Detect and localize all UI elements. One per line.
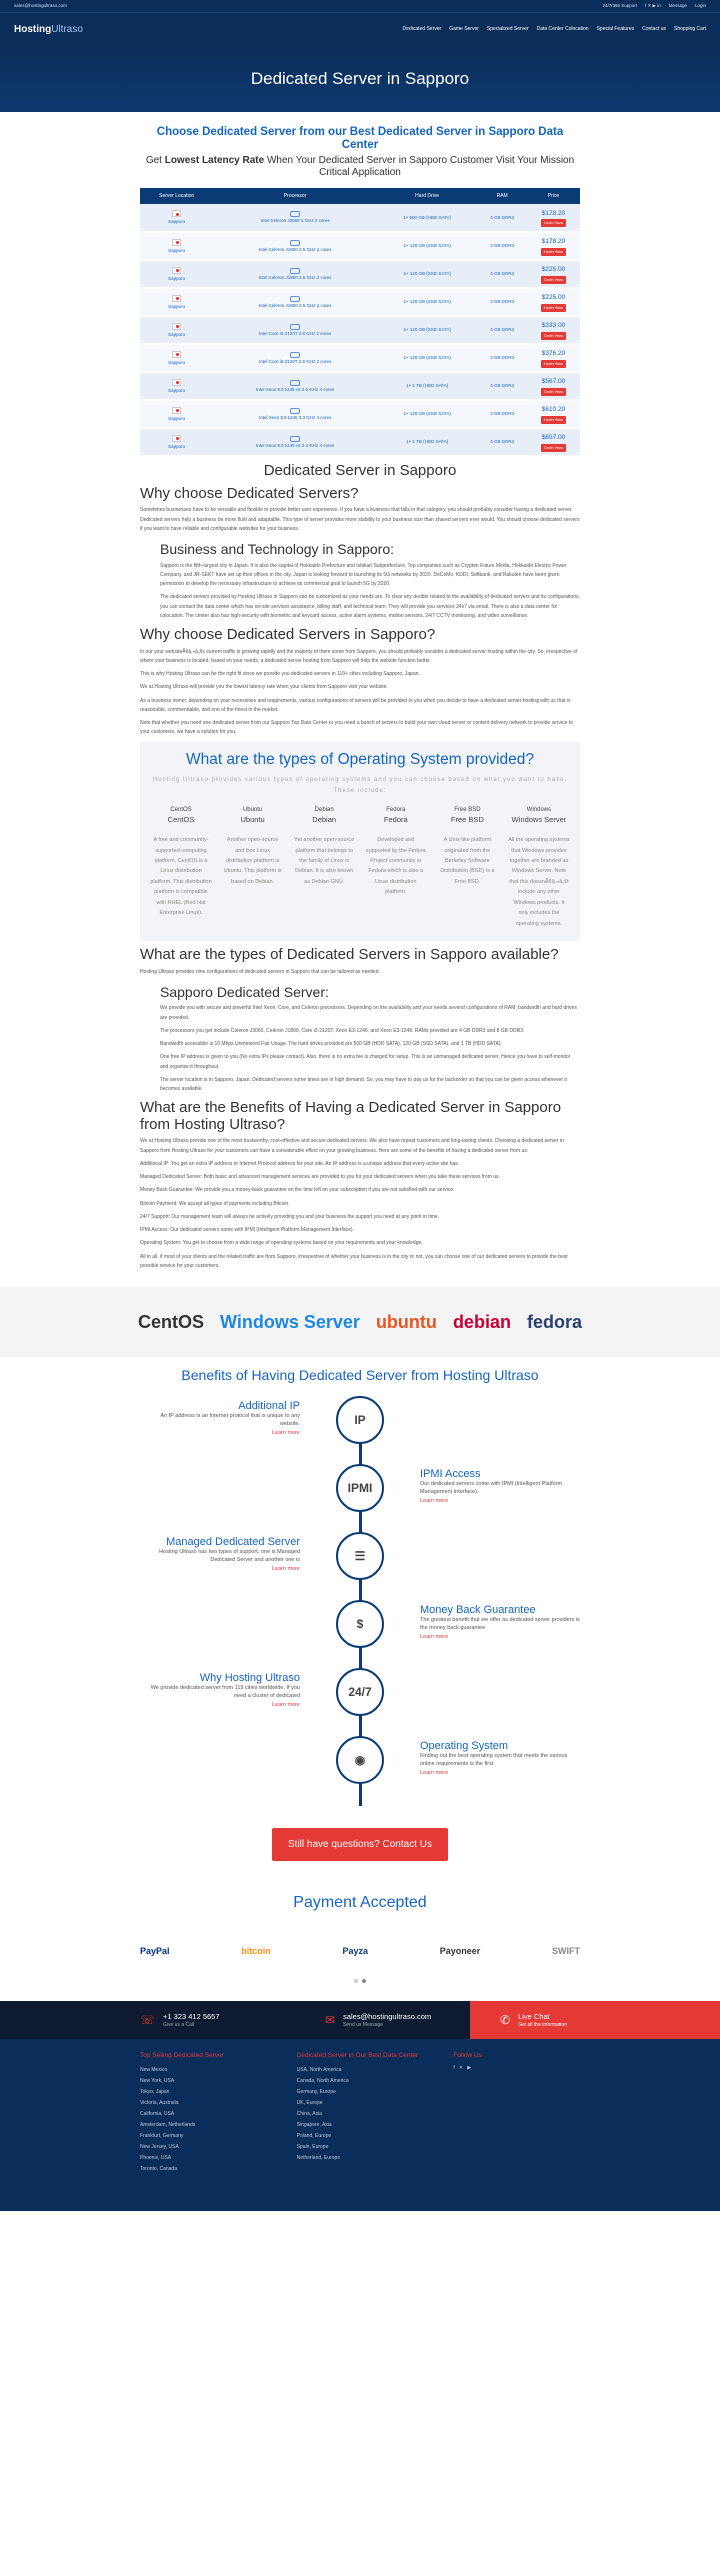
- footer-link[interactable]: UK, Europe: [296, 2099, 323, 2106]
- os-description: Another open-source and free Linux distribution platform is Ubuntu. This platform is based on Debian.: [223, 837, 282, 885]
- order-now-button[interactable]: Order Now: [541, 276, 566, 284]
- table-header-cell: Server Location: [140, 188, 213, 204]
- hard-drive-cell: 1× 500 GB (HDD SATA): [377, 204, 477, 232]
- section-heading: Business and Technology in Sapporo:: [160, 541, 395, 558]
- price-label: $376.20: [541, 350, 566, 358]
- benefit-list: [140, 1160, 580, 1271]
- ram-cell: 4 GB DDR3: [477, 288, 527, 316]
- section-heading: Why choose Dedicated Servers?: [140, 484, 359, 502]
- price-label: $567.00: [541, 378, 566, 386]
- os-panel: [140, 742, 580, 942]
- order-now-button[interactable]: Order Now: [541, 444, 566, 452]
- location-cell: [140, 428, 213, 456]
- payment-logo: SWIFT: [551, 1946, 580, 1957]
- menu-item[interactable]: Special Features: [596, 25, 635, 32]
- location-label: Sapporo: [168, 219, 186, 225]
- benefit-title: IPMI Access: [420, 1468, 481, 1480]
- location-cell: [140, 400, 213, 428]
- section-heading: Sapporo Dedicated Server:: [160, 983, 329, 1000]
- price-label: $178.20: [541, 238, 566, 246]
- benefit-icon: IPMI: [336, 1464, 384, 1512]
- main-menu: [403, 26, 706, 34]
- table-header-cell: Processor: [213, 188, 377, 204]
- footer-link[interactable]: Victoria, Australia: [140, 2099, 179, 2106]
- os-name: CentOS: [167, 815, 195, 825]
- benefit-icon: 24/7: [336, 1668, 384, 1716]
- footer-social-icons[interactable]: f ✕ ▶: [453, 2064, 472, 2071]
- location-cell: [140, 344, 213, 372]
- table-row: [140, 232, 580, 260]
- social-icons[interactable]: f ✕ ▶ in: [644, 2, 661, 8]
- footer-link[interactable]: Netherland, Europe: [296, 2154, 341, 2161]
- footer-link[interactable]: Tokyo, Japan: [140, 2088, 170, 2095]
- os-logo: ubuntu: [375, 1311, 437, 1332]
- table-row: [140, 288, 580, 316]
- processor-label: Intel Celeron J1800 2.5 GHz 2 cores: [258, 302, 332, 308]
- price-cell: [527, 204, 580, 232]
- payment-logo: bitcoin: [241, 1946, 271, 1957]
- order-now-button[interactable]: Order Now: [541, 332, 566, 340]
- live-chat[interactable]: ✆ Live Chat Get all the information: [470, 2001, 720, 2039]
- paragraph: Hosting Ultraso provides nine configurations of dedicated servers in Sapporo that can be tailored as needed.: [140, 968, 380, 975]
- email-contact[interactable]: ✉ sales@hostingultraso.com Send us Message: [325, 2011, 432, 2028]
- processor-cell: [213, 316, 377, 344]
- paragraph: The processors you get include Celeron J3060, Celeron J1800, Core i3-2120T, Xeon E3-1246, and Xeon E3-1245. RAMs provided are 4 GB DDR3 and 8 GB DDR3.: [160, 1027, 525, 1034]
- footer: [0, 2039, 720, 2211]
- os-image-alt: Windows: [526, 807, 552, 814]
- os-description: All the operating systems that Windows provides together are branded as Windows Server. Note that this doesnÃ¢â‚¬â„¢t include any other Windows products. It only includes the operating systems.: [508, 837, 570, 927]
- os-list: [146, 806, 574, 929]
- contact-bar: [0, 2001, 720, 2039]
- ram-cell: 4 GB DDR3: [477, 372, 527, 400]
- payment-logo: Payza: [342, 1946, 368, 1957]
- support-link[interactable]: 24/7/365 Support: [602, 2, 637, 8]
- server-plans-table: [140, 188, 580, 457]
- benefit-card: [140, 1536, 300, 1573]
- benefit-icon: ◉: [336, 1736, 384, 1784]
- japan-flag-icon: [172, 295, 181, 302]
- benefit-title: Operating System: [420, 1740, 509, 1752]
- processor-cell: [213, 232, 377, 260]
- processor-cell: [213, 204, 377, 232]
- os-image-alt: CentOS: [170, 807, 192, 814]
- paragraph: Sometimes businesses have to be versatile and flexible to provide better user experience. If you have a business that falls in that category, you should probably consider having a dedicated server. Dedicated servers help a business be more fluid and adaptable. This type of server provides more stability to your business size than shared servers ever would. You should choose dedicated servers if you want to have reliable and configurable websites for your business.: [140, 507, 580, 532]
- price-cell: [527, 232, 580, 260]
- benefit-item: Managed Dedicated Server: Both basic and advanced management services are provided to you for your dedicated servers when you take these services from us.: [140, 1174, 500, 1180]
- location-label: Sapporo: [168, 415, 186, 421]
- paragraph: One free IP address is given to you (No extra IPs please contact). Also, there is no extra fee is charged for setup. This is an unmanaged dedicated server. Hence you have to self-monitor and organize it throughout.: [160, 1054, 571, 1070]
- japan-flag-icon: [172, 210, 181, 217]
- benefit-card: [420, 1468, 580, 1505]
- processor-label: Intel Core i3-2120T 2.6 GHz 2 cores: [259, 358, 332, 364]
- main-nav: [0, 12, 720, 46]
- paragraph: We provide you with secure and powerful Intel Xeon, Core, and Celeron processors. Depending on the availability and your needs several configurations of RAM, bandwidth and hard drives are provided.: [160, 1005, 577, 1021]
- location-cell: [140, 204, 213, 232]
- os-logo-strip: [0, 1287, 720, 1357]
- site-logo[interactable]: HostingUltraso: [14, 24, 83, 35]
- chat-icon: ✆: [500, 2013, 511, 2027]
- table-header-cell: RAM: [477, 188, 527, 204]
- benefit-description: Hosting Ultraso has two types of support, one is Managed Dedicated Server and another one is: [159, 1549, 300, 1564]
- footer-link[interactable]: Toronto, Canada: [140, 2165, 177, 2172]
- benefit-title: Managed Dedicated Server: [166, 1536, 300, 1548]
- location-label: Sapporo: [168, 275, 186, 281]
- paragraph: Note that whether you need one dedicated server from our Sapporo Top Data Center or you need a bunch of servers to build your own cloud server or content delivery network to provide service to your customers, we have a solution for you.: [140, 720, 573, 736]
- os-item: [222, 806, 284, 929]
- footer-link[interactable]: Germany, Europe: [296, 2088, 336, 2095]
- benefit-item: Money Back Guarantee: We provide you a money-back guarantee on the time left on your subscription if you are not satisfied with our service.: [140, 1187, 455, 1194]
- order-now-button[interactable]: Order Now: [541, 416, 566, 424]
- os-logo: CentOS: [138, 1311, 205, 1332]
- cpu-icon: [290, 268, 300, 274]
- os-name: Ubuntu: [240, 815, 265, 825]
- phone-icon: ☏: [140, 2013, 156, 2027]
- learn-more-link[interactable]: Learn more: [420, 1769, 449, 1776]
- japan-flag-icon: [172, 239, 181, 246]
- footer-link[interactable]: Poland, Europe: [296, 2132, 332, 2139]
- table-row: [140, 372, 580, 400]
- benefit-item: All in all, if most of your clients and the related traffic are from Sapporo, irrespective of whether your business is in the city or not, you can choose one of our dedicated servers to provide the best possible service for your customers.: [140, 1253, 568, 1269]
- benefit-card: [420, 1740, 580, 1777]
- footer-list: [297, 2065, 424, 2164]
- learn-more-link[interactable]: Learn more: [271, 1429, 300, 1436]
- location-cell: [140, 316, 213, 344]
- price-cell: [527, 428, 580, 456]
- paragraph: The dedicated servers provided by Hosting Ultraso in Sapporo can be customized as your needs are. To clear any doubts related to the availability of dedicated servers and its configurations, you can contact the data center which has on-site services assistance, billing staff, and technical team. They will provide you services 24x7 via email. There is also a data center for colocation. The center also has high-security with biometric and keycard access, active alarm systems, motion sensors, 24/7 CCTV monitoring, and video surveillance.: [160, 594, 580, 619]
- footer-link[interactable]: Frankfurt, Germany: [140, 2132, 184, 2139]
- footer-link[interactable]: New York, USA: [140, 2077, 175, 2084]
- menu-item[interactable]: Shopping Cart: [674, 25, 706, 32]
- table-row: [140, 428, 580, 456]
- table-header-cell: Price: [527, 188, 580, 204]
- os-item: [436, 806, 498, 929]
- benefit-title: Money Back Guarantee: [420, 1604, 536, 1616]
- os-description: Developed and supported by the Fedora Project community in Fedora which is also a Linux distribution platform.: [365, 837, 426, 896]
- section-heading: Dedicated Server in Sapporo: [263, 462, 457, 480]
- footer-heading: Dedicated Server in Our Best Data Center: [296, 2052, 419, 2059]
- benefit-description: We provide dedicated server from 119 cities worldwide. If you need a cluster of dedicated: [150, 1685, 300, 1700]
- cpu-icon: [290, 436, 300, 442]
- learn-more-link[interactable]: Learn more: [271, 1701, 300, 1708]
- footer-link[interactable]: Singapore, Asia: [296, 2121, 332, 2128]
- os-item: [150, 806, 212, 929]
- benefit-card: [140, 1672, 300, 1709]
- mail-icon: ✉: [325, 2013, 336, 2027]
- price-cell: [527, 344, 580, 372]
- price-cell: [527, 260, 580, 288]
- ram-cell: 4 GB DDR3: [477, 400, 527, 428]
- price-cell: [527, 316, 580, 344]
- processor-label: Intel Celeron J3060 1 GHz 2 cores: [260, 218, 330, 224]
- os-name: Free BSD: [450, 815, 484, 825]
- benefit-title: Additional IP: [238, 1400, 300, 1412]
- benefit-card: [420, 1604, 580, 1641]
- payment-logo: Payoneer: [439, 1946, 481, 1957]
- footer-heading: Top Selling Dedicated Server: [140, 2052, 224, 2059]
- processor-cell: [213, 428, 377, 456]
- os-logo: fedora: [526, 1311, 582, 1332]
- message-link[interactable]: Message: [668, 2, 687, 8]
- location-label: Sapporo: [168, 387, 186, 393]
- benefit-title: Why Hosting Ultraso: [199, 1672, 300, 1684]
- processor-label: Intel Xeon E3-1246 v3 3.5 GHz 4 cores: [255, 386, 335, 392]
- benefit-card: [140, 1400, 300, 1437]
- price-cell: [527, 372, 580, 400]
- os-logo: debian: [452, 1311, 511, 1332]
- footer-link[interactable]: New Mexico: [140, 2066, 168, 2073]
- benefit-description: Our dedicated servers come with IPMI (Intelligent Platform Management Interface).: [420, 1481, 563, 1496]
- table-row: [140, 344, 580, 372]
- location-label: Sapporo: [168, 247, 186, 253]
- hard-drive-cell: 1× 1 TB (HDD SATA): [377, 372, 477, 400]
- ram-cell: 4 GB DDR3: [477, 232, 527, 260]
- hard-drive-cell: 1× 120 GB (SSD SATA): [377, 232, 477, 260]
- os-logo: Windows Server: [220, 1311, 360, 1332]
- location-label: Sapporo: [168, 303, 186, 309]
- carousel-dots[interactable]: [0, 1979, 720, 1983]
- benefit-icon: IP: [336, 1396, 384, 1444]
- footer-link[interactable]: Amsterdam, Netherlands: [140, 2121, 196, 2128]
- processor-cell: [213, 400, 377, 428]
- order-now-button[interactable]: Order Now: [541, 360, 566, 368]
- top-bar: [0, 0, 720, 12]
- hard-drive-cell: 1× 1 TB (HDD SATA): [377, 428, 477, 456]
- os-name: Windows Server: [511, 815, 567, 825]
- payment-logo: PayPal: [140, 1946, 170, 1957]
- processor-label: Intel Celeron J1800 2.5 GHz 2 cores: [258, 274, 332, 280]
- price-label: $225.00: [541, 294, 566, 302]
- japan-flag-icon: [172, 379, 181, 386]
- footer-list: [140, 2065, 267, 2175]
- price-label: $610.20: [541, 406, 566, 414]
- processor-cell: [213, 372, 377, 400]
- section-heading: What are the types of Dedicated Servers in Sapporo available?: [140, 946, 559, 964]
- table-header: [140, 188, 580, 204]
- menu-item[interactable]: Dedicated Server: [402, 25, 442, 32]
- os-name: Fedora: [383, 815, 408, 825]
- paragraph: The server location is in Sapporo, Japan. Dedicated servers some times are in high demand. So, you may have to pay us for the backorder so that you can be given access whenever it becomes available.: [160, 1076, 567, 1092]
- os-description: Yet another open-source platform that belongs to the family of Linux is Debian. It is also known as Debian GNU.: [294, 837, 355, 885]
- learn-more-link[interactable]: Learn more: [420, 1497, 449, 1504]
- os-lead: Hosting Ultraso provides various types of operating systems and you can choose based on what you want to have. These include:: [152, 776, 568, 794]
- processor-cell: [213, 260, 377, 288]
- price-cell: [527, 288, 580, 316]
- benefit-icon: $: [336, 1600, 384, 1648]
- payment-heading: Payment Accepted: [293, 1894, 427, 1911]
- table-row: [140, 400, 580, 428]
- table-header-cell: Hard Drive: [377, 188, 477, 204]
- processor-label: Intel Core i3-2120T 2.6 GHz 2 cores: [259, 330, 332, 336]
- location-label: Sapporo: [168, 331, 186, 337]
- location-label: Sapporo: [168, 359, 186, 365]
- hard-drive-cell: 1× 120 GB (SSD SATA): [377, 260, 477, 288]
- contact-us-button[interactable]: Still have questions? Contact Us: [272, 1828, 448, 1861]
- price-cell: [527, 400, 580, 428]
- paragraph: We at Hosting Ultraso will provide you the lowest latency rate when your clients from Sapporo visit your website.: [140, 684, 388, 691]
- top-email[interactable]: sales@hostingultraso.com: [14, 2, 67, 8]
- os-image-alt: Debian: [314, 807, 334, 814]
- benefit-icon: ☰: [336, 1532, 384, 1580]
- benefits-heading: Benefits of Having Dedicated Server from Hosting Ultraso: [181, 1367, 539, 1383]
- japan-flag-icon: [172, 323, 181, 330]
- phone-contact[interactable]: ☏ +1 323 412 5657 Give us a Call: [140, 2011, 220, 2028]
- table-row: [140, 260, 580, 288]
- learn-more-link[interactable]: Learn more: [271, 1565, 300, 1572]
- paragraph: In our your websiteÃ¢â‚¬â„¢s current traffic is growing rapidly and the majority of them come from Sapporo, you should probably consider a dedicated server hosting within the city. So, irrespective of where your business is located, based on your needs, a dedicated server hosting from Sapporo will help the website function better.: [140, 648, 578, 664]
- menu-item[interactable]: Specialized Server: [486, 25, 529, 32]
- cpu-icon: [290, 408, 300, 414]
- benefit-item: Bitcoin Payment: We accept all types of payments including Bitcoin.: [140, 1200, 290, 1207]
- benefit-description: The greatest benefit that we offer as dedicated server providers is the money back guarantee: [420, 1617, 580, 1632]
- ram-cell: 4 GB DDR3: [477, 344, 527, 372]
- price-label: $225.00: [541, 266, 566, 274]
- intro-heading: Choose Dedicated Server from our Best Dedicated Server in Sapporo Data Center: [156, 126, 564, 152]
- cpu-icon: [290, 352, 300, 358]
- footer-link[interactable]: Phoenix, USA: [140, 2154, 172, 2161]
- section-heading: What are the Benefits of Having a Dedicated Server in Sapporo from Hosting Ultraso?: [140, 1099, 562, 1133]
- benefit-item: Operating System: You get to choose from a wide range of operating systems based on your requirements and your knowledge.: [140, 1240, 423, 1247]
- location-cell: [140, 288, 213, 316]
- location-cell: [140, 232, 213, 260]
- menu-item[interactable]: Data Center Colocation: [536, 25, 589, 32]
- learn-more-link[interactable]: Learn more: [420, 1633, 449, 1640]
- japan-flag-icon: [172, 435, 181, 442]
- cpu-icon: [290, 380, 300, 386]
- footer-link[interactable]: California, USA: [140, 2110, 175, 2117]
- payment-logos: [0, 1931, 720, 1973]
- japan-flag-icon: [172, 407, 181, 414]
- cpu-icon: [290, 324, 300, 330]
- footer-link[interactable]: Canada, North America: [296, 2077, 349, 2084]
- os-item: [508, 806, 570, 929]
- table-row: [140, 316, 580, 344]
- price-label: $333.00: [541, 322, 566, 330]
- os-description: A free and community-supported computing platform, CentOS is a Linux distribution platform. This distribution platform is compatible with RHEL (Red Hat Enterprise Linux).: [150, 837, 212, 917]
- japan-flag-icon: [172, 351, 181, 358]
- processor-label: Intel Xeon E3-1245 v3 3.4 GHz 4 cores: [255, 442, 335, 448]
- paragraph: We at Hosting Ultraso provide one of the most trustworthy, cost-effective and secure dedicated servers. We also have repeat customers and long-lasting clients. Choosing a dedicated server in Sapporo from Hosting Ultraso for your customers can have a considerable effect on your growing business. Here are some of the benefits of having a dedicated server from us:: [140, 1138, 564, 1154]
- os-description: A Unix-like platform originated from the Berkeley Software Distribution (BSD) is a Free BSD.: [440, 837, 495, 885]
- paragraph: Sapporo is the fifth-largest city in Japan. It is also the capital of Hokkaido Prefecture and Ishikari Subprefecture. Top companies such as Crypton Future Media, Hokkaido Electric Power Company, and JR-SEKT have set up their offices in the city. Japan is looking forward to launching its 5G networks by 2020. DoCoMo, KDDI, Softbank, and Rakuten have been given permission to develop the necessary infrastructure to achieve its commercial goal to launch 5G by 2020.: [160, 562, 567, 588]
- os-image-alt: Fedora: [386, 807, 406, 814]
- os-image-alt: Ubuntu: [242, 807, 263, 814]
- paragraph: This is why Hosting Ultraso can be the right fit since we provide you dedicated servers in 119+ cities including Sapporo, Japan.: [140, 671, 420, 678]
- benefit-description: Finding out the best operating system that meets the various online requirements is the first: [420, 1753, 568, 1768]
- processor-cell: [213, 288, 377, 316]
- os-name: Debian: [312, 815, 337, 825]
- menu-item[interactable]: Contact us: [642, 25, 667, 32]
- price-label: $657.00: [541, 434, 566, 442]
- order-now-button[interactable]: Order Now: [541, 388, 566, 396]
- section-heading: Why choose Dedicated Servers in Sapporo?: [140, 626, 436, 644]
- order-now-button[interactable]: Order Now: [541, 219, 566, 227]
- benefit-item: 24/7 Support: Our management team will always be actively providing you and your business the support you need at any point in time.: [140, 1213, 440, 1220]
- location-cell: [140, 372, 213, 400]
- footer-heading: Follow Us: [453, 2052, 482, 2059]
- hard-drive-cell: 1× 120 GB (SSD SATA): [377, 316, 477, 344]
- login-link[interactable]: Login: [694, 2, 706, 8]
- hard-drive-cell: 1× 120 GB (SSD SATA): [377, 400, 477, 428]
- table-row: [140, 204, 580, 232]
- footer-link[interactable]: Spain, Europe: [296, 2143, 329, 2150]
- processor-label: Intel Xeon E3-1245 3.3 GHz 4 cores: [258, 414, 332, 420]
- processor-cell: [213, 344, 377, 372]
- os-item: [365, 806, 427, 929]
- order-now-button[interactable]: Order Now: [541, 304, 566, 312]
- benefits-timeline: [140, 1396, 580, 1806]
- os-heading: What are the types of Operating System provided?: [185, 750, 535, 768]
- location-label: Sapporo: [168, 443, 186, 449]
- footer-link[interactable]: USA, North America: [296, 2066, 342, 2073]
- footer-link[interactable]: China, Asia: [296, 2110, 322, 2117]
- ram-cell: 4 GB DDR3: [477, 316, 527, 344]
- benefit-item: IPMI Access: Our dedicated servers come with IPMI (Intelligent Platform Management Interface).: [140, 1227, 354, 1233]
- ram-cell: 4 GB DDR3: [477, 204, 527, 232]
- processor-label: Intel Celeron J1800 2.5 GHz 2 cores: [258, 246, 332, 252]
- os-image-alt: Free BSD: [454, 807, 481, 814]
- benefit-item: Additional IP: You get an extra IP address or Internet Protocol address for your site. An IP address is a unique address that every active site has.: [140, 1160, 460, 1167]
- cpu-icon: [290, 240, 300, 246]
- ram-cell: 4 GB DDR3: [477, 428, 527, 456]
- ram-cell: 4 GB DDR3: [477, 260, 527, 288]
- order-now-button[interactable]: Order Now: [541, 248, 566, 256]
- location-cell: [140, 260, 213, 288]
- price-label: $178.20: [541, 209, 566, 217]
- footer-link[interactable]: New Jersey, USA: [140, 2143, 179, 2150]
- hard-drive-cell: 1× 120 GB (SSD SATA): [377, 344, 477, 372]
- paragraph: Bandwidth accessible is 10 Mbps Unmetered Fair Usage. The hard drives provided are 500 GB (HDD SATA), 120 GB (SSD SATA), and 1 TB (HDD SATA).: [160, 1041, 502, 1047]
- japan-flag-icon: [172, 267, 181, 274]
- page-title: Dedicated Server in Sapporo: [0, 46, 720, 112]
- os-item: [293, 806, 355, 929]
- intro-subheading: Get Lowest Latency Rate When Your Dedicated Server in Sapporo Customer Visit Your Mission Critical Application: [145, 155, 575, 178]
- benefit-description: An IP address is an Internet protocol that is unique to any website.: [160, 1413, 300, 1428]
- cpu-icon: [290, 296, 300, 302]
- paragraph: As a business owner, depending on your necessities and requirements, various configurations of servers will be provided to you when you decide to have a dedicated server hosting with us that is reasonable, commendable, and one of the finest in the market.: [140, 697, 571, 713]
- hard-drive-cell: 1× 120 GB (SSD SATA): [377, 288, 477, 316]
- menu-item[interactable]: Game Server: [449, 25, 479, 32]
- cpu-icon: [290, 211, 300, 217]
